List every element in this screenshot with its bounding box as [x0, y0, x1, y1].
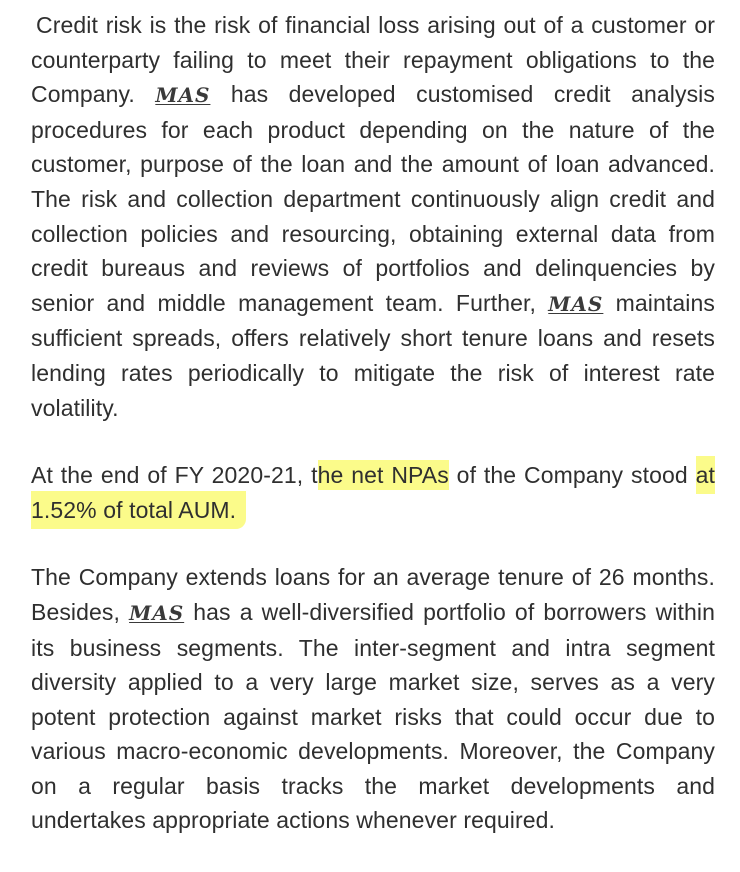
npa-text-1: At the end of FY 2020-21, t — [31, 462, 318, 489]
company-logo-3: MAS — [129, 600, 185, 625]
document-body — [31, 8, 715, 838]
npa-text-2: of the Company stood — [448, 462, 696, 489]
credit-risk-text-2: has developed customised credit analysis procedures for each product depending on the nature of the customer, purpose of the loan and the amount of loan advanced. The risk and collection department continuously align credit and collection policies and resourcing, obtaining external data from credit bureaus and reviews of portfolios and delinquencies by senior and middle management team. Further, — [31, 81, 715, 316]
company-logo-1: MAS — [155, 83, 211, 108]
npa-highlight-2: at 1.52% of total AUM. — [31, 456, 715, 529]
credit-risk-text-3: maintains sufficient spreads, offers relatively short tenure loans and resets lending rates periodically to mitigate the risk of interest rate volatility. — [31, 289, 715, 421]
market-risk-text-2: has a well-diversified portfolio of borrowers within its business segments. The inter-segment and intra segment diversity applied to a very large market size, serves as a very potent protection against market risks that could occur due to various macro-economic developments. Moreover, the Company on a regular basis tracks the market developments and undertakes appropriate actions whenever required. — [31, 598, 715, 834]
market-risk-paragraph — [31, 560, 715, 838]
company-logo-2: MAS — [548, 291, 604, 316]
highlighter-stroke — [0, 475, 1, 507]
credit-risk-text-1: Credit risk is the risk of financial loss arising out of a customer or counterparty failing to meet their repayment obligations to the Company. — [31, 12, 715, 108]
credit-risk-paragraph — [31, 8, 715, 425]
npa-paragraph — [31, 458, 715, 527]
paragraph-spacer — [31, 425, 715, 458]
paragraph-spacer — [31, 527, 715, 560]
market-risk-text-1: The Company extends loans for an average tenure of 26 months. Besides, — [31, 564, 715, 625]
npa-highlight-1: he net NPAs — [317, 462, 449, 489]
